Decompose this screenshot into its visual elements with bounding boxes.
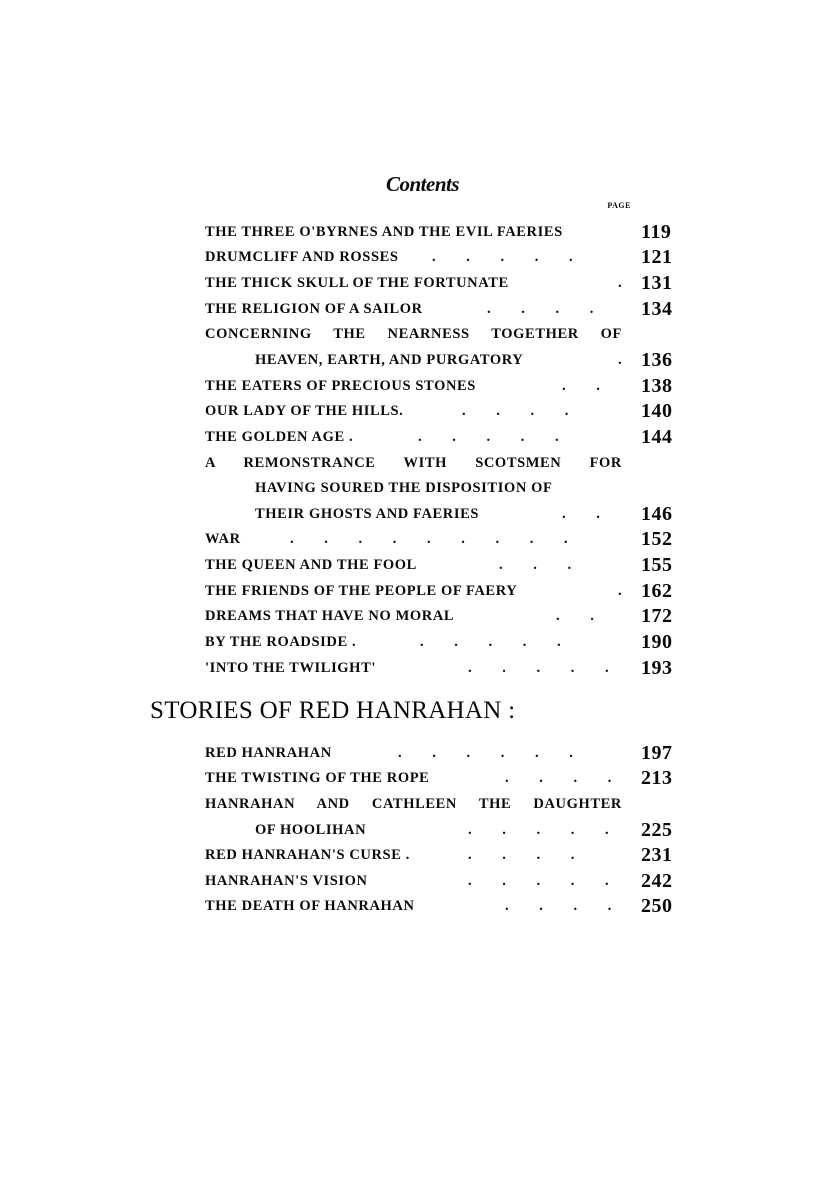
toc-entry-leader: . . . . — [462, 403, 569, 419]
toc-entry-title: HANRAHAN AND CATHLEEN THE DAUGHTER — [205, 796, 622, 812]
toc-entry-leader: . . . . . . . . . — [290, 531, 568, 547]
toc-entry — [0, 451, 840, 475]
toc-entry-page: 140 — [641, 400, 673, 422]
toc-entry-title: THE THICK SKULL OF THE FORTUNATE — [205, 275, 509, 291]
toc-entry-page: 152 — [641, 528, 673, 550]
toc-entry — [0, 553, 840, 577]
toc-entry — [0, 869, 840, 893]
toc-entry-title: THE EATERS OF PRECIOUS STONES — [205, 378, 476, 394]
toc-entry-leader: . . . . — [468, 847, 575, 863]
toc-entry-title: DREAMS THAT HAVE NO MORAL — [205, 608, 455, 624]
toc-entry-leader: . . — [562, 378, 600, 394]
toc-entry-leader: . — [618, 583, 622, 599]
toc-entry — [0, 792, 840, 816]
toc-entry-leader: . . . . . — [468, 873, 609, 889]
toc-entry-page: 121 — [641, 246, 673, 268]
toc-entry-page: 144 — [641, 426, 673, 448]
toc-entry-page: 146 — [641, 503, 673, 525]
toc-entry-page: 155 — [641, 554, 673, 576]
toc-entry-leader: . . . . — [505, 898, 612, 914]
section-title: STORIES OF RED HANRAHAN : — [150, 697, 516, 724]
toc-entry — [0, 579, 840, 603]
toc-entry-page: 138 — [641, 375, 673, 397]
toc-entry-page: 231 — [641, 844, 673, 866]
toc-entry — [0, 656, 840, 680]
toc-entry — [0, 220, 840, 244]
toc-entry-title: THE GOLDEN AGE . — [205, 429, 354, 445]
toc-entry-title: CONCERNING THE NEARNESS TOGETHER OF — [205, 326, 622, 342]
toc-entry-page: 213 — [641, 767, 673, 789]
toc-entry-leader: . — [618, 352, 622, 368]
toc-entry-page: 134 — [641, 298, 673, 320]
toc-entry — [0, 502, 840, 526]
toc-entry-title: RED HANRAHAN — [205, 745, 332, 761]
toc-entry-title: THE FRIENDS OF THE PEOPLE OF FAERY — [205, 583, 518, 599]
toc-entry — [0, 297, 840, 321]
toc-entry-title: BY THE ROADSIDE . — [205, 634, 357, 650]
toc-entry — [0, 527, 840, 551]
toc-entry — [0, 843, 840, 867]
toc-entry-page: 172 — [641, 605, 673, 627]
toc-entry — [0, 245, 840, 269]
toc-entry — [0, 425, 840, 449]
toc-entry-leader: . . — [562, 506, 600, 522]
toc-entry — [0, 374, 840, 398]
toc-entry — [0, 476, 840, 500]
toc-entry-page: 131 — [641, 272, 673, 294]
toc-entry-leader: . . . — [499, 557, 572, 573]
toc-entry-leader: . . . . . — [468, 660, 609, 676]
toc-entry-leader: . . — [556, 608, 594, 624]
toc-entry-title: THE THREE O'BYRNES AND THE EVIL FAERIES — [205, 224, 563, 240]
toc-entry-title: HANRAHAN'S VISION — [205, 873, 368, 889]
toc-entry — [0, 894, 840, 918]
page-column-label: PAGE — [607, 201, 631, 210]
toc-entry-page: 119 — [641, 221, 672, 243]
toc-entry-title: THE TWISTING OF THE ROPE — [205, 770, 430, 786]
toc-entry-leader: . . . . — [487, 301, 594, 317]
toc-entry — [0, 322, 840, 346]
toc-entry — [0, 348, 840, 372]
toc-entry-title: HAVING SOURED THE DISPOSITION OF — [255, 480, 553, 496]
toc-entry — [0, 271, 840, 295]
toc-entry-title: OUR LADY OF THE HILLS. — [205, 403, 404, 419]
toc-entry-title: THE DEATH OF HANRAHAN — [205, 898, 415, 914]
toc-entry-title: HEAVEN, EARTH, AND PURGATORY — [255, 352, 524, 368]
toc-entry-title: A REMONSTRANCE WITH SCOTSMEN FOR — [205, 455, 622, 471]
toc-entry-title: THE QUEEN AND THE FOOL — [205, 557, 417, 573]
toc-entry-page: 225 — [641, 819, 673, 841]
toc-entry — [0, 766, 840, 790]
toc-entry-leader: . . . . . . — [398, 745, 573, 761]
toc-entry-page: 250 — [641, 895, 673, 917]
toc-entry-page: 193 — [641, 657, 673, 679]
toc-entry-page: 162 — [641, 580, 673, 602]
toc-entry-title: 'INTO THE TWILIGHT' — [205, 660, 376, 676]
contents-heading: Contents — [386, 172, 460, 196]
toc-entry-title: RED HANRAHAN'S CURSE . — [205, 847, 410, 863]
toc-entry — [0, 399, 840, 423]
toc-entry — [0, 741, 840, 765]
toc-entry-leader: . . . . . — [432, 249, 573, 265]
toc-entry-title: OF HOOLIHAN — [255, 822, 367, 838]
toc-entry-leader: . — [618, 275, 622, 291]
toc-entry-leader: . . . . — [505, 770, 612, 786]
toc-entry-title: THE RELIGION OF A SAILOR — [205, 301, 423, 317]
toc-entry-page: 242 — [641, 870, 673, 892]
toc-entry-page: 190 — [641, 631, 673, 653]
toc-entry — [0, 630, 840, 654]
toc-entry-title: WAR — [205, 531, 241, 547]
toc-entry-leader: . . . . . — [418, 429, 559, 445]
toc-entry — [0, 604, 840, 628]
toc-entry-title: THEIR GHOSTS AND FAERIES — [255, 506, 480, 522]
toc-entry-page: 197 — [641, 742, 673, 764]
toc-entry — [0, 818, 840, 842]
toc-entry-leader: . . . . . — [420, 634, 561, 650]
toc-entry-leader: . . . . . — [468, 822, 609, 838]
toc-entry-page: 136 — [641, 349, 673, 371]
toc-entry-title: DRUMCLIFF AND ROSSES — [205, 249, 399, 265]
